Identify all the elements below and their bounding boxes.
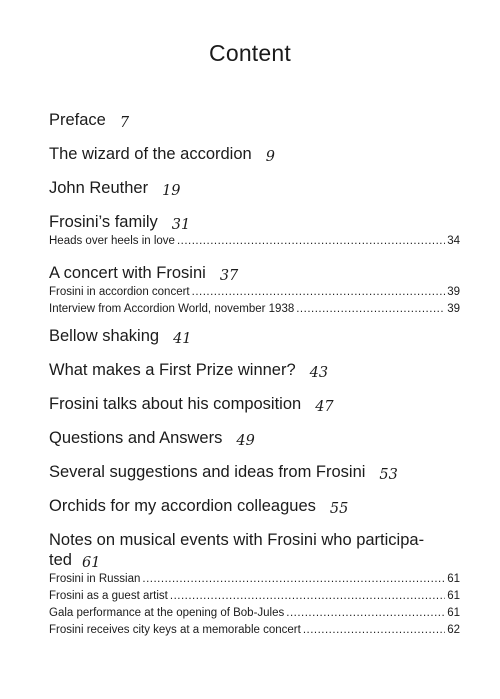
subentry-label: Frosini in Russian: [49, 573, 141, 585]
dot-leader: [303, 622, 445, 639]
chapter-label: Preface: [49, 111, 106, 129]
chapter-page-number: 19: [162, 183, 181, 199]
chapter-page-number: 41: [173, 331, 192, 347]
toc-chapter-first-prize-winner[interactable]: [49, 360, 460, 381]
chapter-page-number: 53: [379, 467, 398, 483]
toc-chapter-bellow-shaking[interactable]: [49, 326, 460, 347]
subentry-page-number: 39: [447, 303, 460, 315]
chapter-page-number: 37: [219, 268, 239, 284]
chapter-label: The wizard of the accordion: [49, 145, 252, 163]
dot-leader: [286, 605, 445, 622]
dot-leader: [142, 571, 445, 588]
chapter-label: Several suggestions and ideas from Frosini: [49, 463, 366, 481]
chapter-page-number: 31: [171, 217, 191, 233]
chapter-label: What makes a First Prize winner?: [49, 361, 296, 379]
toc-chapter-orchids[interactable]: [49, 496, 460, 517]
chapter-page-number: 43: [309, 365, 329, 381]
dot-leader: [192, 284, 446, 301]
chapter-label: Frosini talks about his composition: [49, 395, 302, 413]
subentry-label: Interview from Accordion World, november 1938: [49, 303, 295, 315]
chapter-page-number: 61: [81, 555, 101, 571]
dot-leader: [296, 301, 445, 318]
chapter-label: Bellow shaking: [49, 327, 160, 345]
toc-subentry-heads-over-heels[interactable]: [49, 233, 460, 250]
subentry-page-number: 62: [447, 624, 460, 636]
chapter-label-line-1: Notes on musical events with Frosini who participa-: [49, 531, 425, 549]
subentry-label: Frosini receives city keys at a memorable concert: [49, 624, 301, 636]
dot-leader: [170, 588, 445, 605]
subentry-page-number: 39: [447, 286, 460, 298]
subentry-page-number: 61: [447, 607, 460, 619]
chapter-page-number: 55: [329, 501, 349, 517]
subentry-label: Gala performance at the opening of Bob-Jules: [49, 607, 285, 619]
toc-chapter-preface[interactable]: [49, 110, 460, 131]
toc-subentry-city-keys[interactable]: [49, 622, 460, 639]
toc-chapter-questions-answers[interactable]: [49, 428, 460, 449]
toc-subentry-interview[interactable]: [49, 301, 460, 318]
toc-subentry-guest-artist[interactable]: [49, 588, 460, 605]
dot-leader: [177, 233, 445, 250]
subentry-page-number: 61: [447, 573, 460, 585]
chapter-page-number: 49: [236, 433, 255, 449]
toc-chapter-musical-events[interactable]: [49, 530, 460, 571]
chapter-page-number: 7: [119, 115, 130, 131]
toc-chapter-wizard[interactable]: [49, 144, 460, 165]
chapter-label: John Reuther: [49, 179, 149, 197]
toc-chapter-concert-with-frosini[interactable]: [49, 263, 460, 284]
chapter-page-number: 47: [315, 399, 334, 415]
toc-chapter-his-composition[interactable]: [49, 394, 460, 415]
chapter-label: A concert with Frosini: [49, 264, 206, 282]
chapter-label: Orchids for my accordion colleagues: [49, 497, 316, 515]
table-of-contents: [49, 110, 460, 639]
chapter-label: Frosini’s family: [49, 213, 158, 231]
chapter-label-line-2: ted: [49, 551, 72, 569]
subentry-label: Frosini in accordion concert: [49, 286, 190, 298]
toc-chapter-john-reuther[interactable]: [49, 178, 460, 199]
toc-chapter-suggestions-ideas[interactable]: [49, 462, 460, 483]
toc-subentry-frosini-in-russian[interactable]: [49, 571, 460, 588]
subentry-label: Heads over heels in love: [49, 235, 175, 247]
subentry-page-number: 34: [447, 235, 460, 247]
subentry-label: Frosini as a guest artist: [49, 590, 168, 602]
chapter-label-line-2-wrapper: [49, 550, 460, 571]
chapter-page-number: 9: [265, 149, 275, 165]
page-title: Content: [209, 40, 291, 66]
chapter-label: Questions and Answers: [49, 429, 223, 447]
toc-subentry-gala-performance[interactable]: [49, 605, 460, 622]
toc-subentry-accordion-concert[interactable]: [49, 284, 460, 301]
toc-chapter-frosinis-family[interactable]: [49, 212, 460, 233]
subentry-page-number: 61: [447, 590, 460, 602]
